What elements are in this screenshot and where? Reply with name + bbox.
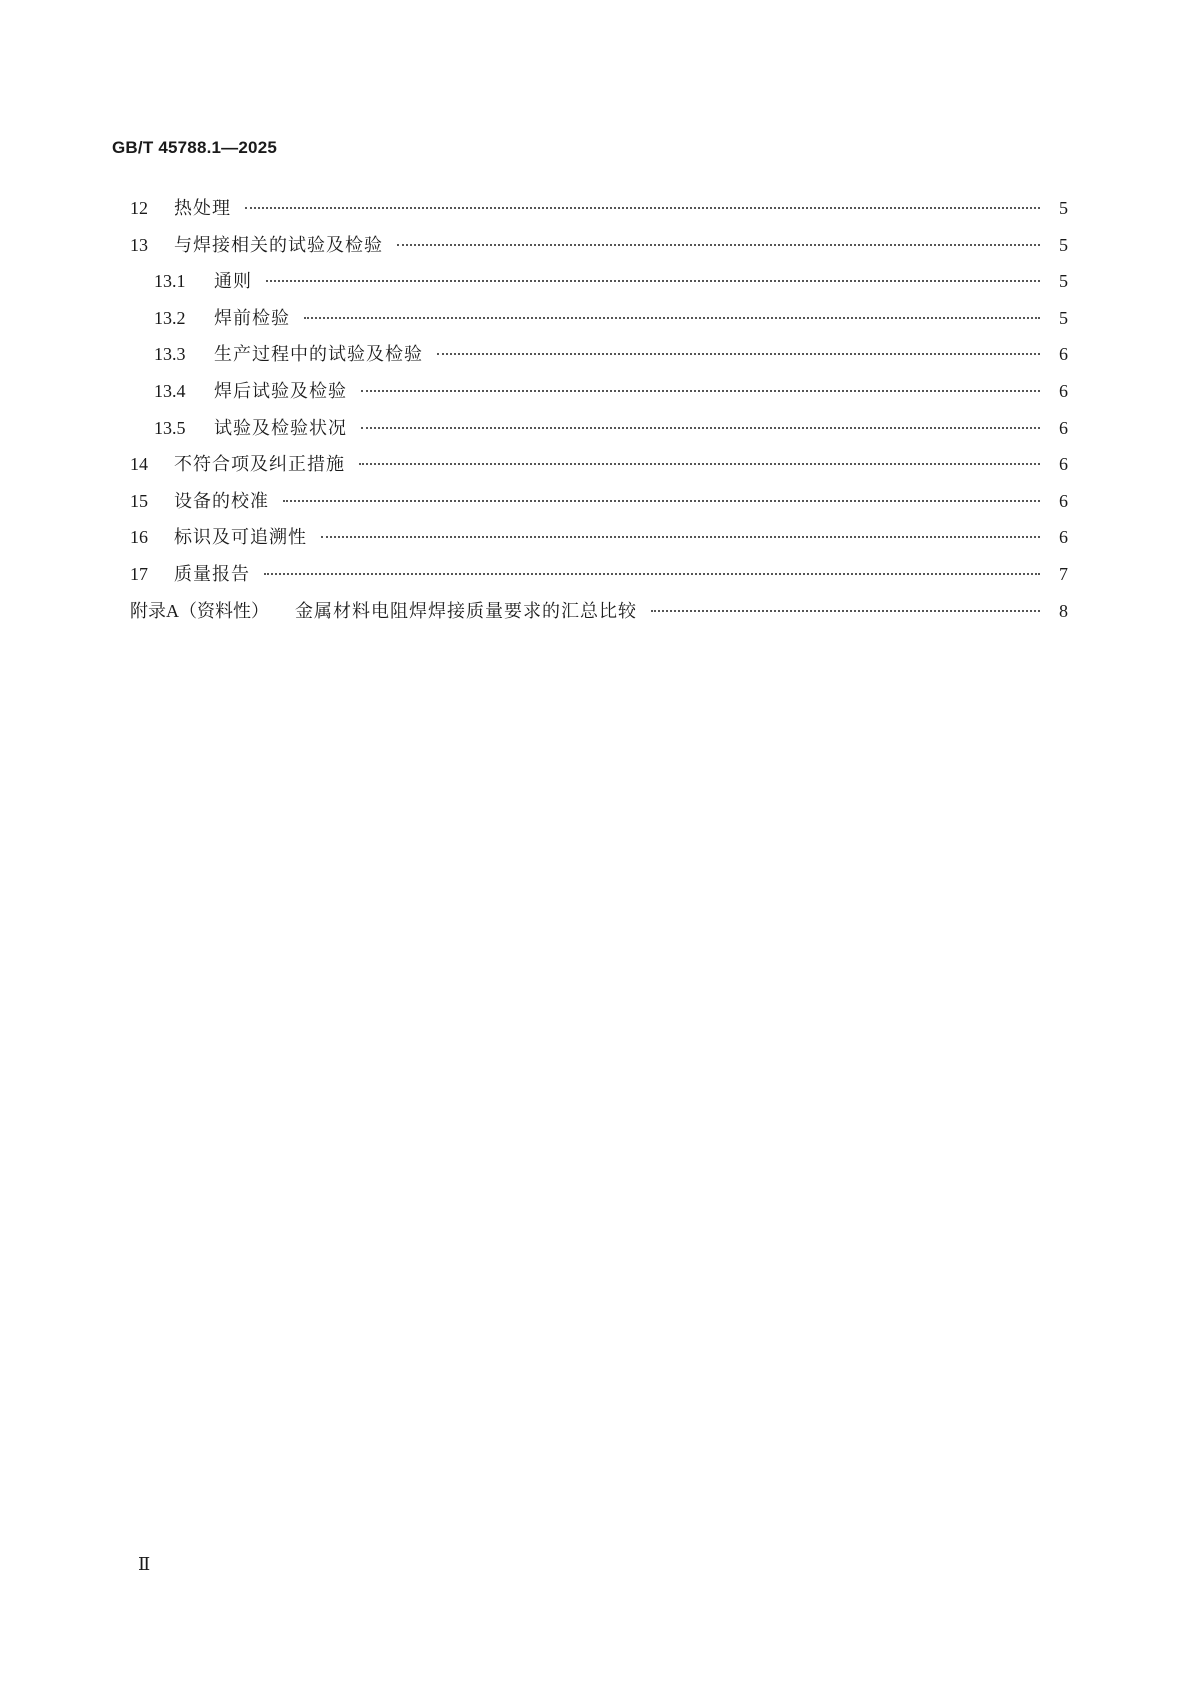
toc-dot-leader [651, 593, 1040, 617]
toc-entry-number: 15 [130, 490, 148, 511]
toc-dot-leader [361, 373, 1040, 397]
toc-entry-page: 8 [1059, 600, 1068, 621]
toc-entry-title: 试验及检验状况 [214, 417, 347, 439]
toc-dot-leader [359, 446, 1040, 470]
toc-entry-page: 7 [1059, 563, 1068, 584]
toc-entry-page: 6 [1059, 527, 1068, 548]
toc-entry-13-1[interactable] [130, 263, 1068, 300]
toc-appendix-label: 附录A（资料性） [130, 600, 269, 621]
toc-entry-number: 13.2 [154, 307, 186, 328]
toc-dot-leader [437, 336, 1040, 360]
standard-code-header: GB/T 45788.1—2025 [112, 138, 277, 157]
toc-entry-title: 热处理 [174, 198, 231, 219]
toc-dot-leader [304, 300, 1040, 324]
toc-entry-page: 5 [1059, 271, 1068, 292]
toc-entry-page: 6 [1059, 344, 1068, 365]
toc-entry-number: 13.5 [154, 417, 186, 438]
toc-entry-number: 17 [130, 563, 148, 584]
toc-entry-page: 5 [1059, 307, 1068, 328]
toc-entry-13-5[interactable] [130, 410, 1068, 447]
toc-entry-number: 16 [130, 527, 148, 548]
toc-entry-title: 不符合项及纠正措施 [174, 454, 345, 476]
toc-entry-title: 质量报告 [174, 563, 250, 585]
toc-dot-leader [397, 227, 1040, 251]
toc-dot-leader [264, 556, 1040, 580]
toc-entry-page: 5 [1059, 198, 1068, 218]
table-of-contents [130, 190, 1068, 629]
toc-entry-title: 金属材料电阻焊焊接质量要求的汇总比较 [295, 600, 637, 622]
toc-entry-number: 12 [130, 198, 148, 218]
toc-entry-16[interactable] [130, 519, 1068, 556]
toc-entry-number: 14 [130, 454, 148, 475]
toc-entry-number: 13.3 [154, 344, 186, 365]
toc-entry-12[interactable] [130, 190, 1068, 227]
toc-dot-leader [321, 519, 1040, 543]
toc-entry-13[interactable] [130, 227, 1068, 264]
toc-entry-number: 13.1 [154, 271, 186, 292]
toc-entry-number: 13 [130, 234, 148, 255]
toc-entry-page: 5 [1059, 234, 1068, 255]
toc-entry-page: 6 [1059, 380, 1068, 401]
toc-entry-13-4[interactable] [130, 373, 1068, 410]
toc-dot-leader [361, 410, 1040, 434]
toc-dot-leader [245, 190, 1040, 214]
toc-entry-14[interactable] [130, 446, 1068, 483]
toc-entry-17[interactable] [130, 556, 1068, 593]
toc-entry-page: 6 [1059, 490, 1068, 511]
toc-entry-title: 焊前检验 [214, 307, 290, 329]
toc-entry-appendix-a[interactable] [130, 593, 1068, 630]
toc-entry-13-3[interactable] [130, 336, 1068, 373]
toc-dot-leader [283, 483, 1040, 507]
toc-entry-title: 通则 [214, 271, 252, 293]
toc-entry-page: 6 [1059, 454, 1068, 475]
page-number-footer: Ⅱ [138, 1554, 151, 1574]
toc-entry-13-2[interactable] [130, 300, 1068, 337]
toc-entry-title: 与焊接相关的试验及检验 [174, 234, 383, 256]
toc-entry-page: 6 [1059, 417, 1068, 438]
toc-entry-title: 设备的校准 [174, 490, 269, 512]
toc-entry-title: 标识及可追溯性 [174, 527, 307, 549]
toc-dot-leader [266, 263, 1040, 287]
toc-entry-15[interactable] [130, 483, 1068, 520]
toc-entry-title: 焊后试验及检验 [214, 380, 347, 402]
toc-entry-number: 13.4 [154, 380, 186, 401]
toc-entry-title: 生产过程中的试验及检验 [214, 344, 423, 366]
